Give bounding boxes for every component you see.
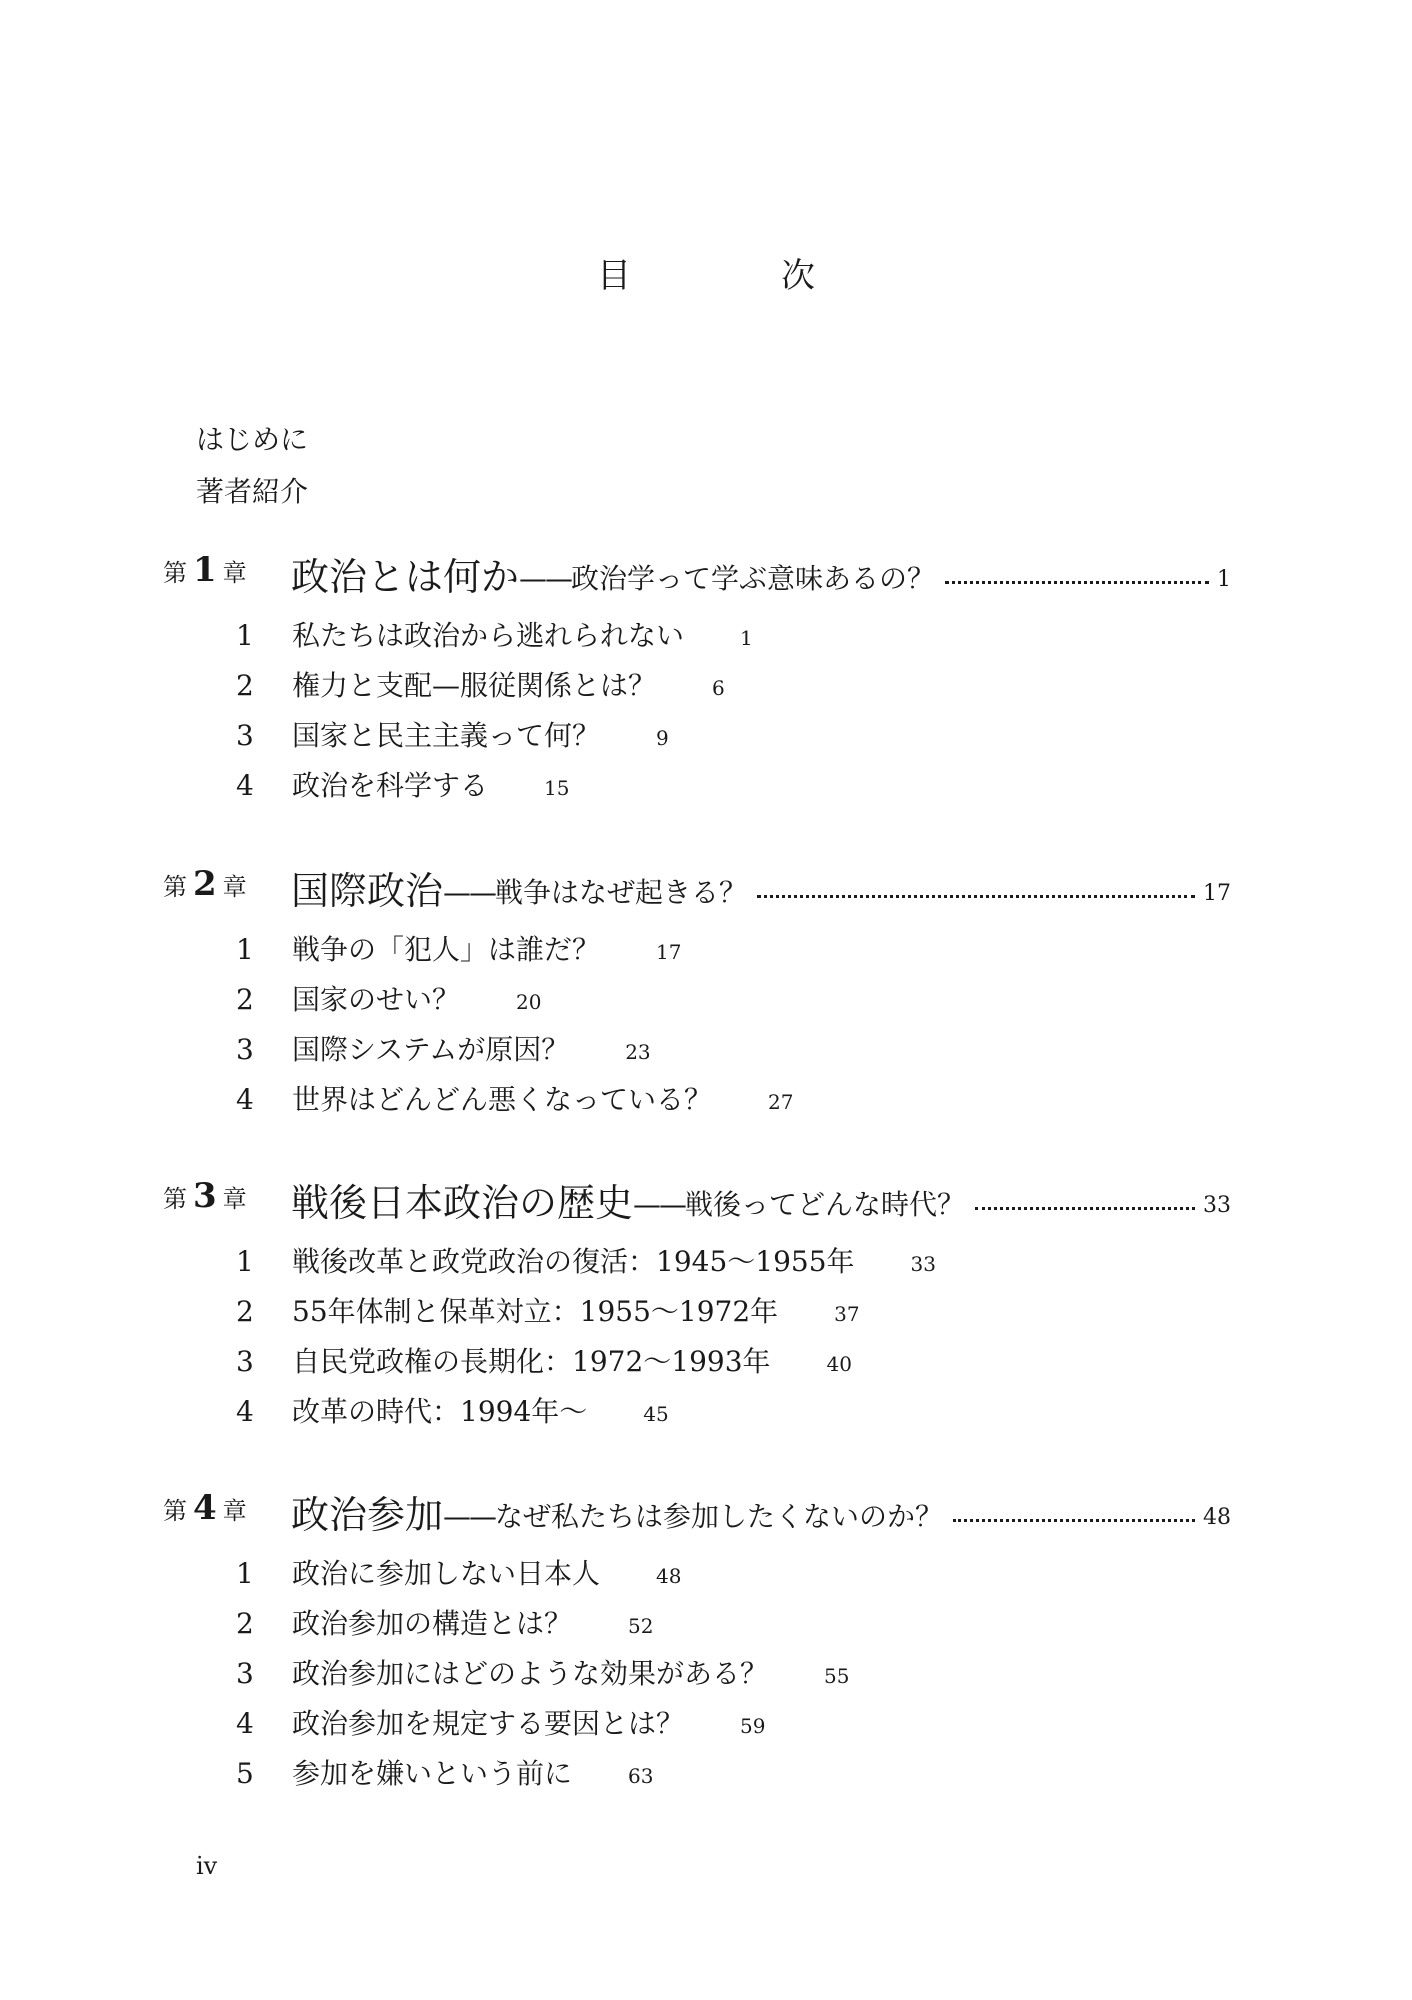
section-title: 国家のせい？ <box>292 983 461 1016</box>
section-title: 参加を嫌いという前に <box>292 1757 573 1790</box>
section-title: 政治参加の構造とは？ <box>292 1607 573 1640</box>
chapter-3-heading[interactable] <box>163 1162 1231 1225</box>
section-title: 戦後改革と政党政治の復活：1945～1955年 <box>292 1245 855 1278</box>
chapter-num: 4 <box>193 1488 217 1528</box>
section-page-number: 40 <box>826 1352 852 1376</box>
section-1-3[interactable] <box>236 714 669 750</box>
section-3-1[interactable] <box>236 1240 936 1276</box>
section-page-number: 52 <box>628 1614 654 1638</box>
chapter-subtitle: 戦争はなぜ起きる？ <box>495 876 748 909</box>
chapter-num: 3 <box>193 1176 217 1216</box>
section-4-3[interactable] <box>236 1652 849 1688</box>
section-2-3[interactable] <box>236 1028 651 1064</box>
front-matter-preface[interactable]: はじめに <box>196 423 309 456</box>
section-title: 戦争の「犯人」は誰だ？ <box>292 933 601 966</box>
section-number: 2 <box>236 1295 254 1328</box>
chapter-suffix: 章 <box>222 1497 247 1525</box>
section-4-2[interactable] <box>236 1602 653 1638</box>
front-matter-authors[interactable]: 著者紹介 <box>196 475 309 508</box>
section-title: 自民党政権の長期化：1972～1993年 <box>292 1345 771 1378</box>
section-page-number: 55 <box>824 1664 850 1688</box>
section-number: 1 <box>236 1245 254 1278</box>
section-4-1[interactable] <box>236 1552 681 1588</box>
chapter-prefix: 第 <box>163 873 187 901</box>
section-page-number: 45 <box>643 1402 669 1426</box>
leader-dots <box>945 581 1209 584</box>
section-3-4[interactable] <box>236 1390 669 1426</box>
section-title: 私たちは政治から逃れられない <box>292 619 685 652</box>
chapter-1-heading[interactable] <box>163 536 1231 599</box>
section-number: 2 <box>236 669 254 702</box>
chapter-dash: —— <box>443 1500 496 1533</box>
section-2-4[interactable] <box>236 1078 793 1114</box>
section-page-number: 20 <box>516 990 542 1014</box>
section-1-1[interactable] <box>236 614 753 650</box>
section-1-2[interactable] <box>236 664 725 700</box>
section-number: 4 <box>236 1083 254 1116</box>
section-number: 2 <box>236 1607 254 1640</box>
section-page-number: 63 <box>628 1764 654 1788</box>
section-title: 改革の時代：1994年～ <box>292 1395 588 1428</box>
section-page-number: 59 <box>740 1714 766 1738</box>
leader-dots <box>953 1519 1195 1522</box>
chapter-2-heading[interactable] <box>163 850 1231 913</box>
chapter-subtitle: 政治学って学ぶ意味あるの？ <box>571 562 936 595</box>
chapter-4-heading[interactable] <box>163 1474 1231 1537</box>
leader-dots <box>757 895 1195 898</box>
page-title: 目 次 <box>597 256 873 296</box>
section-number: 2 <box>236 983 254 1016</box>
section-title: 国際システムが原因？ <box>292 1033 570 1066</box>
section-number: 5 <box>236 1757 254 1790</box>
section-page-number: 6 <box>712 676 725 700</box>
section-3-3[interactable] <box>236 1340 852 1376</box>
chapter-page-number: 17 <box>1203 881 1231 906</box>
chapter-suffix: 章 <box>222 559 247 587</box>
section-number: 4 <box>236 1707 254 1740</box>
section-title: 権力と支配—服従関係とは？ <box>292 669 657 702</box>
section-page-number: 48 <box>656 1564 682 1588</box>
section-4-4[interactable] <box>236 1702 765 1738</box>
chapter-prefix: 第 <box>163 1185 187 1213</box>
chapter-number <box>163 864 291 910</box>
chapter-prefix: 第 <box>163 1497 187 1525</box>
chapter-number <box>163 1488 291 1534</box>
chapter-dash: —— <box>519 562 572 595</box>
chapter-dash: —— <box>633 1188 686 1221</box>
section-title: 政治に参加しない日本人 <box>292 1557 601 1590</box>
section-page-number: 23 <box>625 1040 651 1064</box>
chapter-page-number: 48 <box>1203 1505 1231 1530</box>
section-page-number: 1 <box>740 626 753 650</box>
section-number: 3 <box>236 1657 254 1690</box>
section-page-number: 37 <box>834 1302 860 1326</box>
section-page-number: 27 <box>768 1090 794 1114</box>
section-number: 1 <box>236 1557 254 1590</box>
section-page-number: 9 <box>656 726 669 750</box>
section-number: 4 <box>236 1395 254 1428</box>
leader-dots <box>975 1207 1195 1210</box>
chapter-subtitle: なぜ私たちは参加したくないのか？ <box>495 1500 944 1533</box>
chapter-subtitle: 戦後ってどんな時代？ <box>685 1188 966 1221</box>
chapter-suffix: 章 <box>222 873 247 901</box>
section-number: 1 <box>236 933 254 966</box>
section-3-2[interactable] <box>236 1290 860 1326</box>
section-title: 政治参加を規定する要因とは？ <box>292 1707 685 1740</box>
chapter-num: 2 <box>193 864 217 904</box>
chapter-page-number: 33 <box>1203 1193 1231 1218</box>
chapter-number <box>163 550 291 596</box>
section-page-number: 17 <box>656 940 682 964</box>
section-number: 3 <box>236 719 254 752</box>
chapter-num: 1 <box>193 550 217 590</box>
section-number: 3 <box>236 1033 254 1066</box>
chapter-title: 政治とは何か <box>291 555 520 599</box>
chapter-title: 国際政治 <box>291 869 444 913</box>
section-1-4[interactable] <box>236 764 569 800</box>
section-number: 4 <box>236 769 254 802</box>
chapter-page-number: 1 <box>1217 567 1231 592</box>
section-4-5[interactable] <box>236 1752 653 1788</box>
chapter-title: 政治参加 <box>291 1493 444 1537</box>
chapter-title: 戦後日本政治の歴史 <box>291 1181 634 1225</box>
section-title: 国家と民主主義って何？ <box>292 719 601 752</box>
chapter-dash: —— <box>443 876 496 909</box>
page-folio: iv <box>196 1852 218 1880</box>
section-page-number: 33 <box>910 1252 936 1276</box>
section-title: 世界はどんどん悪くなっている？ <box>292 1083 713 1116</box>
section-title: 55年体制と保革対立：1955～1972年 <box>292 1295 779 1328</box>
section-number: 1 <box>236 619 254 652</box>
section-number: 3 <box>236 1345 254 1378</box>
section-title: 政治参加にはどのような効果がある？ <box>292 1657 769 1690</box>
section-2-1[interactable] <box>236 928 681 964</box>
section-title: 政治を科学する <box>292 769 489 802</box>
chapter-prefix: 第 <box>163 559 187 587</box>
chapter-number <box>163 1176 291 1222</box>
chapter-suffix: 章 <box>222 1185 247 1213</box>
section-2-2[interactable] <box>236 978 541 1014</box>
section-page-number: 15 <box>544 776 570 800</box>
